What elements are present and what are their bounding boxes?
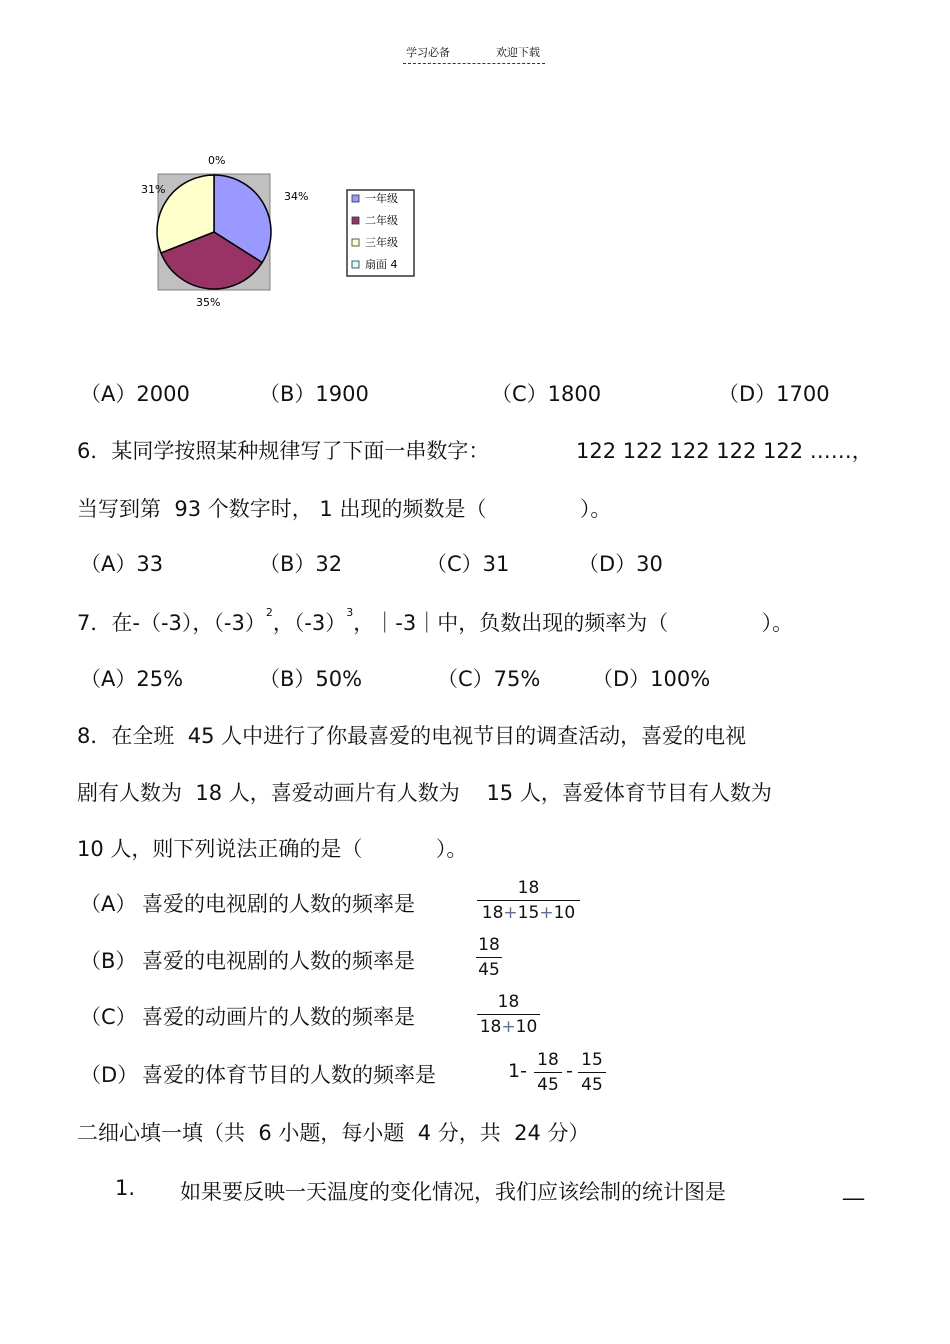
q5-choice-b: （B）1900 (259, 382, 369, 406)
q6-choice-c: （C）31 (426, 552, 510, 576)
q8-option-a-fraction: 18 18+15+10 (477, 878, 580, 923)
q8-option-b-fraction: 18 45 (476, 935, 502, 980)
legend-label-2: 二年级 (365, 214, 398, 227)
q5-choice-d: （D）1700 (718, 382, 830, 406)
slice-label-1: 34% (284, 190, 309, 203)
slice-label-3: 31% (141, 183, 166, 196)
q8-option-d-one-minus: 1- (508, 1060, 527, 1082)
header-right: 欢迎下载 (496, 46, 540, 59)
q6-choice-d: （D）30 (578, 552, 663, 576)
q8-option-d-minus: - (566, 1060, 573, 1082)
slice-label-2: 35% (196, 296, 221, 309)
q8-option-d-fraction-2: 15 45 (578, 1050, 606, 1095)
q6-choice-b: （B）32 (259, 552, 343, 576)
legend-label-1: 一年级 (365, 192, 398, 205)
header-divider (403, 63, 545, 64)
legend-swatch-2 (352, 217, 359, 224)
q7-choice-d: （D）100% (592, 667, 711, 691)
q5-choice-a: （A）2000 (80, 382, 190, 406)
q8-option-d-fraction-1: 18 45 (534, 1050, 562, 1095)
legend-label-4: 扇面 4 (365, 258, 398, 271)
answer-blank: __ (843, 1176, 864, 1200)
slice-label-4: 0% (208, 154, 226, 167)
pie-chart (130, 148, 430, 318)
q7-choice-c: （C）75% (437, 667, 541, 691)
q8-option-c-fraction: 18 18+10 (477, 992, 540, 1037)
pie-slices (157, 175, 271, 289)
q6-choice-a: （A）33 (80, 552, 164, 576)
legend-swatch-4 (352, 261, 359, 268)
chart-legend (347, 190, 414, 276)
header-left: 学习必备 (406, 46, 450, 59)
q5-choice-c: （C）1800 (491, 382, 602, 406)
legend-swatch-1 (352, 195, 359, 202)
legend-label-3: 三年级 (365, 236, 398, 249)
q7-choice-a: （A）25% (80, 667, 184, 691)
legend-swatch-3 (352, 239, 359, 246)
q7-choice-b: （B）50% (259, 667, 363, 691)
